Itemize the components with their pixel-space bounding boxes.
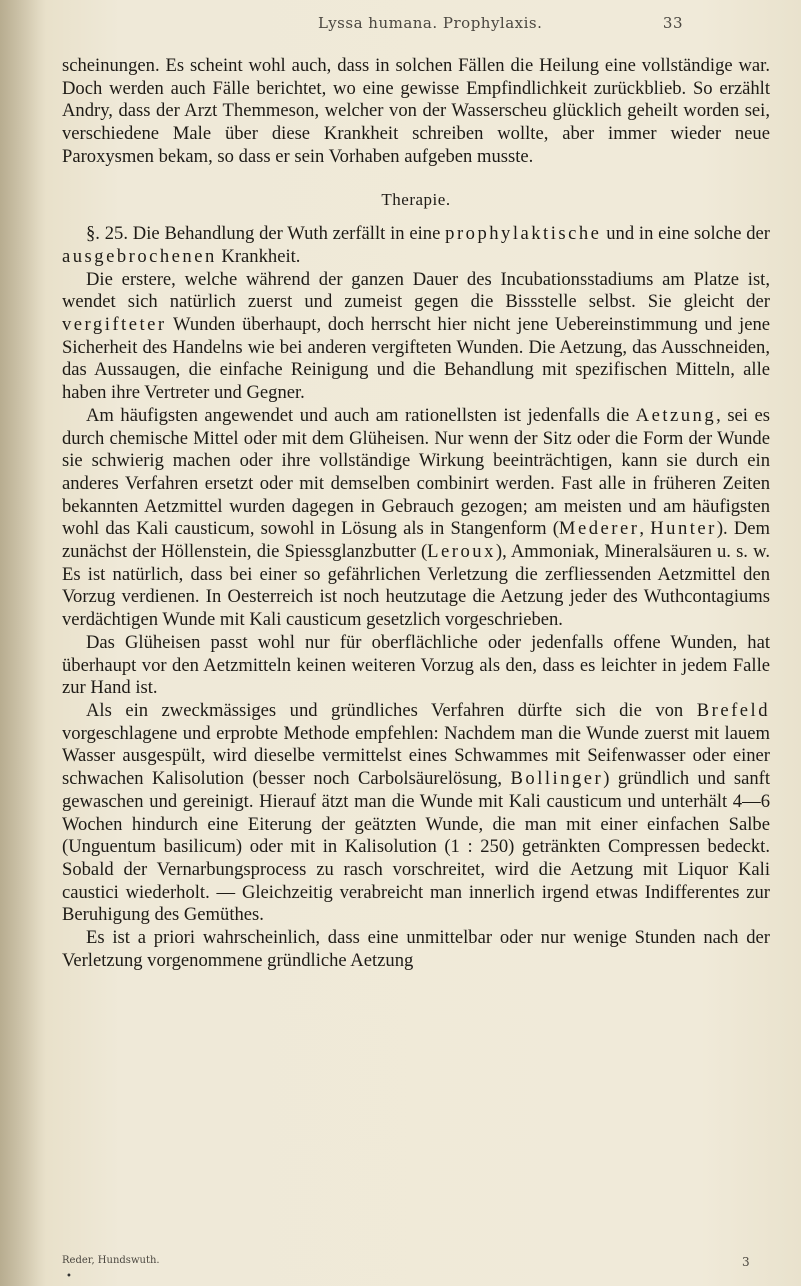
term-ausgebrochenen: ausgebrochenen <box>62 245 217 267</box>
author-brefeld: Brefeld <box>696 699 770 721</box>
term-aetzung: Aetzung <box>635 404 717 426</box>
running-title: Lyssa humana. Prophylaxis. <box>318 14 543 32</box>
intro-paragraph: scheinungen. Es scheint wohl auch, dass in solchen Fällen die Heilung eine vollständige war. Doch werden auch Fälle berichtet, wo eine gewisse Empfindlichkeit zurückblieb. So erzählt Andry, dass der Arzt Themmeson, welcher von der Wasserscheu glücklich geheilt worden sei, verschiedene Male über diese Krankheit schreiben wollte, aber immer wieder neue Paroxysmen bekam, so dass er sein Vorhaben aufgeben musste. <box>62 55 770 167</box>
bullet-mark: • <box>66 1271 72 1282</box>
term-prophylaktische: prophylaktische <box>445 223 602 245</box>
paragraph-brefeld <box>62 700 770 927</box>
paragraph-glueheisen: Das Glüheisen passt wohl nur für oberflächliche oder jedenfalls offene Wunden, hat überhaupt vor den Aetzmitteln keinen weiteren Vorzug als den, dass es leichter in jedem Falle zur Hand ist. <box>62 631 770 699</box>
p5-text: Als ein zweckmässiges und gründliches Verfahren dürfte sich die von <box>86 699 697 721</box>
paragraph-aetzung <box>62 405 770 632</box>
paragraph-erstere <box>62 269 770 405</box>
p1-text: und in eine solche der <box>601 223 770 245</box>
signature-mark: Reder, Hundswuth. <box>62 1255 160 1266</box>
p1-text: Krankheit. <box>216 245 301 267</box>
p2-text: Wunden überhaupt, doch herrscht hier nicht jene Uebereinstimmung und jene Sicherheit des Handelns wie bei anderen vergifteten Wunden. Die Aetzung, das Ausschneiden, das Aussaugen, die einfache Reinigung und die Behandlung mit spezifischen Mitteln, alle haben ihre Vertreter und Gegner. <box>62 314 770 404</box>
page-number: 33 <box>662 14 683 32</box>
author-bollinger: Bollinger <box>510 768 604 790</box>
page-edge-shadow <box>0 0 46 1286</box>
author-mederer: Mederer <box>558 518 640 540</box>
p3-text: ). Dem zunächst der Höllenstein, die Spiessglanzbutter ( <box>62 518 771 563</box>
body-text <box>62 55 770 972</box>
p5-text: vorgeschlagene und erprobte Methode empfehlen: Nachdem man die Wunde zuerst mit lauem Wasser ausgespült, wird dieselbe vermittelst eines Schwammes mit Seifenwasser oder einer schwachen Kalisolution (besser noch Carbolsäurelösung, <box>62 722 770 790</box>
term-vergifteter: vergifteter <box>62 314 167 336</box>
author-hunter: Hunter <box>650 518 717 540</box>
page-footer <box>62 1255 750 1269</box>
sheet-mark: 3 <box>742 1255 750 1269</box>
p3-text: , <box>639 518 651 540</box>
p3-text: Am häufigsten angewendet und auch am rationellsten ist jedenfalls die <box>86 404 636 426</box>
author-leroux: Leroux <box>427 541 496 563</box>
paragraph-25 <box>62 223 770 268</box>
section-title: Therapie. <box>381 189 451 209</box>
p3-text: , sei es durch chemische Mittel oder mit dem Glüheisen. Nur wenn der Sitz oder die Form der Wunde sie schwierig machen oder ihre vollständige Wirkung beeinträchtigen, kann sie durch ein anderes Verfahren ersetzt oder mit demselben combinirt werden. Fast alle in früheren Zeiten bekannten Aetzmittel wurden dagegen in Gebrauch gezogen; am meisten und am häufigsten wohl das Kali causticum, sowohl in Lösung als in Stangenform ( <box>62 404 770 540</box>
p5-text: ) gründlich und sanft gewaschen und gereinigt. Hierauf ätzt man die Wunde mit Kali causticum und unterhält 4—6 Wochen hindurch eine Eiterung der geätzten Wunde, die man mit einer einfachen Salbe (Unguentum basilicum) oder mit in Kalisolution (1 : 250) getränkten Compressen bedeckt. Sobald der Vernarbungsprocess zu rasch vorschreitet, wird die Aetzung mit Liquor Kali caustici wiederholt. — Gleichzeitig verabreicht man innerlich irgend etwas Indifferentes zur Beruhigung des Gemüthes. <box>62 768 771 926</box>
p3-text: ), Ammoniak, Mineralsäuren u. s. w. Es ist natürlich, dass bei einer so gefährlichen Verletzung die zerfliessenden Aetzmittel den Vorzug verdienen. In Oesterreich ist noch heutzutage die Aetzung jeder des Wuthcontagiums verdächtigen Wunde mit Kali causticum gesetzlich vorgeschrieben. <box>62 541 771 631</box>
paragraph-a-priori: Es ist a priori wahrscheinlich, dass eine unmittelbar oder nur wenige Stunden nach der Verletzung vorgenommene gründliche Aetzung <box>62 927 770 971</box>
p2-text: Die erstere, welche während der ganzen Dauer des Incubationsstadiums am Platze ist, wendet sich natürlich zuerst und zumeist gegen die Bissstelle selbst. Sie gleicht der <box>62 268 770 313</box>
p1-text: §. 25. Die Behandlung der Wuth zerfällt in eine <box>86 223 446 245</box>
